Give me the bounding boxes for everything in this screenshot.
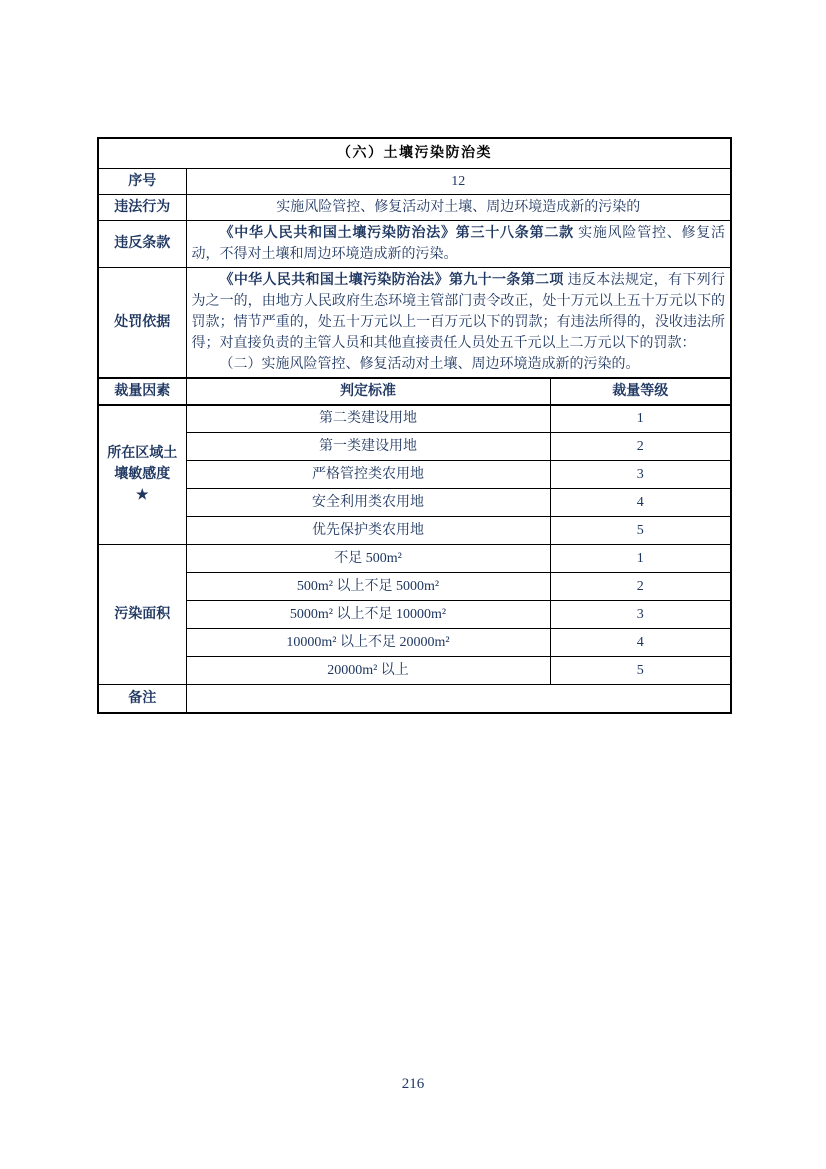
penalty-basis-label: 处罚依据 [98,267,186,378]
criteria-standard: 不足 500m² [186,545,550,573]
factor-label: 所在区域土壤敏感度 [107,446,178,483]
criteria-standard: 500m² 以上不足 5000m² [186,573,550,601]
criteria-level: 4 [550,629,731,657]
criteria-level: 3 [550,601,731,629]
criteria-standard: 第一类建设用地 [186,433,550,461]
criteria-standard: 优先保护类农用地 [186,517,550,545]
criteria-standard: 5000m² 以上不足 10000m² [186,601,550,629]
serial-label: 序号 [98,168,186,194]
criteria-level: 3 [550,461,731,489]
criteria-level: 5 [550,657,731,685]
page-number: 216 [401,1076,425,1092]
criteria-header-factor: 裁量因素 [98,378,186,405]
star-icon: ★ [135,488,149,504]
table-row [98,405,731,433]
table-row [98,267,731,378]
table-row [98,629,731,657]
table-row [98,168,731,194]
clause-law-title: 《中华人民共和国土壤污染防治法》第三十八条第二款 [219,225,574,241]
table-row [98,220,731,267]
criteria-level: 5 [550,517,731,545]
factor-soil-sensitivity [98,405,186,545]
criteria-level: 2 [550,573,731,601]
violated-clause-label: 违反条款 [98,220,186,267]
table-row [98,601,731,629]
table-row [98,685,731,713]
violated-clause-text [186,220,731,267]
penalty-law-body: 违反本法规定，有下列行为之一的，由地方人民政府生态环境主管部门责令改正，处十万元以上五十万元以下的罚款；情节严重的，处五十万元以上一百万元以下的罚款；有违法所得的，没收违法所得；对直接负责的主管人员和其他直接责任人员处五千元以上二万元以下的罚款： [191,272,726,351]
criteria-level: 1 [550,545,731,573]
clause-paragraph [192,223,726,265]
criteria-header-standard: 判定标准 [186,378,550,405]
factor-pollution-area: 污染面积 [98,545,186,685]
illegal-behavior-label: 违法行为 [98,194,186,220]
table-row [98,194,731,220]
criteria-level: 1 [550,405,731,433]
table-row [98,461,731,489]
criteria-standard: 第二类建设用地 [186,405,550,433]
illegal-behavior-value: 实施风险管控、修复活动对土壤、周边环境造成新的污染的 [186,194,731,220]
table-row [98,489,731,517]
table-row [98,545,731,573]
criteria-standard: 安全利用类农用地 [186,489,550,517]
remark-label: 备注 [98,685,186,713]
criteria-level: 4 [550,489,731,517]
criteria-level: 2 [550,433,731,461]
table-row [98,517,731,545]
criteria-standard: 20000m² 以上 [186,657,550,685]
criteria-header-level: 裁量等级 [550,378,731,405]
penalty-basis-text [186,267,731,378]
table-row [98,657,731,685]
table-row [98,138,731,168]
penalty-item-paragraph: （二）实施风险管控、修复活动对土壤、周边环境造成新的污染的。 [219,356,640,372]
table-row [98,433,731,461]
penalty-discretion-table [97,137,732,714]
table-row [98,573,731,601]
serial-value: 12 [186,168,731,194]
clause-law-body: 实施风险管控、修复活动，不得对土壤和周边环境造成新的污染。 [191,225,726,262]
criteria-standard: 10000m² 以上不足 20000m² [186,629,550,657]
section-title: （六）土壤污染防治类 [98,138,731,168]
criteria-header-row [98,378,731,405]
penalty-law-title: 《中华人民共和国土壤污染防治法》第九十一条第二项 [219,272,564,288]
penalty-paragraph [192,270,726,354]
remark-value [186,685,731,713]
criteria-standard: 严格管控类农用地 [186,461,550,489]
